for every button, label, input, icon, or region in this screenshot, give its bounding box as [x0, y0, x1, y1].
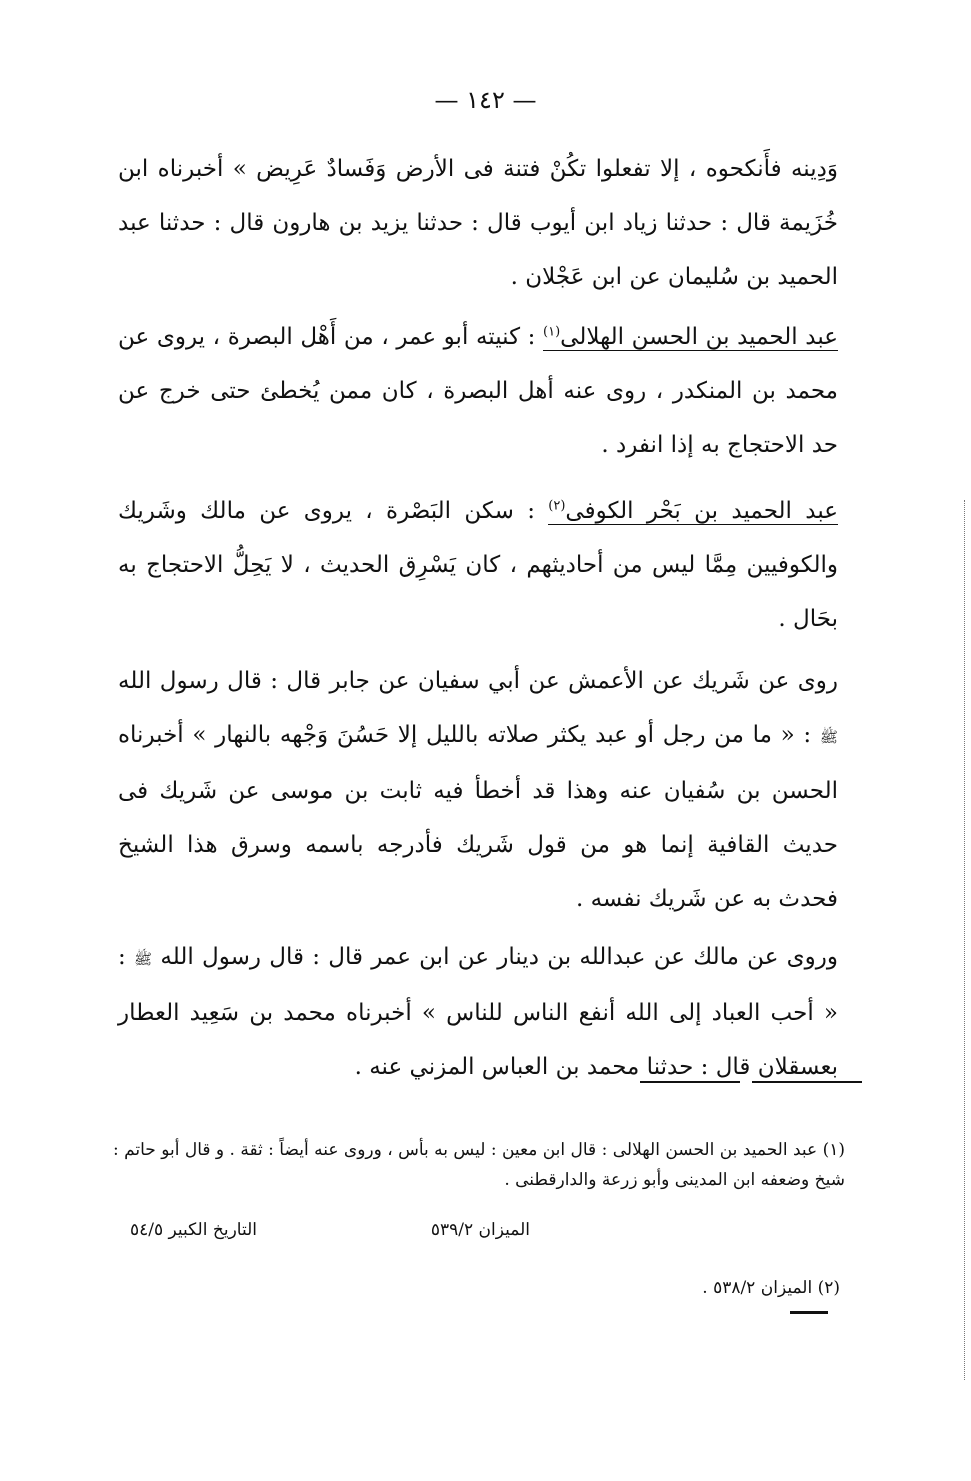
entry-abd-al-hamid-ibn-al-hasan [118, 310, 838, 472]
entry-abd-al-hamid-ibn-bahr [118, 484, 838, 646]
entry-name: عبد الحميد بن بَحْر الكوفى [565, 498, 838, 524]
entry-heading [543, 324, 838, 351]
footnote-divider [752, 1081, 862, 1083]
end-mark [790, 1311, 828, 1314]
paragraph-hadith-sharik [118, 654, 838, 926]
scan-edge-line [964, 500, 965, 1380]
paragraph-text: : « ما من رجل أو عبد يكثر صلاته بالليل إلا حَسُنَ وَجْهه بالنهار » أخبرناه الحسن بن سُفيان عنه وهذا قد أخطأ فيه ثابت بن موسى عن شَريك فى حديث القافية إنما هو من قول شَريك فأدرجه باسمه وسرق هذا الشيخ فحدث به عن شَريك نفسه . [118, 722, 838, 912]
honorific-glyph: ﷺ [134, 950, 153, 968]
reference-tarikh: التاريخ الكبير ٥٤/٥ [130, 1220, 257, 1240]
footnote-1: (١) عبد الحميد بن الحسن الهلالى : قال ابن معين : ليس به بأس ، وروى عنه أيضاً : ثقة . و قال أبو حاتم : شيخ وضعفه ابن المدينى وأبو زرعة والدارقطنى . [112, 1140, 845, 1190]
page-number: — ١٤٢ — [434, 86, 537, 114]
paragraph-1 [118, 142, 838, 304]
entry-heading [548, 498, 838, 525]
footnote-2: (٢) الميزان ٥٣٨/٢ . [702, 1278, 840, 1298]
footnote-divider [640, 1081, 740, 1083]
paragraph-text: : « أحب العباد إلى الله أنفع الناس للناس » أخبرناه محمد بن سَعِيد العطار بعسقلان قال : حدثنا محمد بن العباس المزني عنه . [118, 944, 838, 1080]
honorific-glyph: ﷺ [819, 728, 838, 746]
paragraph-hadith-malik [118, 930, 838, 1094]
entry-text: : سكن البَصْرة ، يروى عن مالك وشَريك والكوفيين مِمَّا ليس من أحاديثهم ، كان يَسْرِق الحديث ، لا يَحِلُّ الاحتجاج به بحَال . [118, 498, 838, 632]
paragraph-text: روى عن شَريك عن الأعمش عن أبي سفيان عن جابر قال : قال رسول الله [118, 668, 838, 694]
footnote-marker-1[interactable]: (١) [543, 324, 561, 340]
paragraph-text: وروى عن مالك عن عبدالله بن دينار عن ابن عمر قال : قال رسول الله [152, 944, 839, 970]
paragraph-text: وَدِينه فأَنكحوه ، إلا تفعلوا تكُنْ فتنة فى الأرض وَفَسادٌ عَرِيض » أخبرناه ابن خُزَيمة قال : حدثنا زياد ابن أيوب قال : حدثنا يزيد بن هارون قال : حدثنا عبد الحميد بن سُليمان عن ابن عَجْلان . [118, 156, 839, 290]
footnote-marker-2[interactable]: (٢) [548, 498, 566, 514]
entry-name: عبد الحميد بن الحسن الهلالى [560, 324, 838, 350]
reference-mizan: الميزان ٥٣٩/٢ [430, 1220, 530, 1240]
entry-text: : كنيته أبو عمر ، من أَهْل البصرة ، يروى عن محمد بن المنكدر ، روى عنه أهل البصرة ، كان ممن يُخطئ حتى خرج عن حد الاحتجاج به إذا انفرد . [118, 324, 838, 458]
